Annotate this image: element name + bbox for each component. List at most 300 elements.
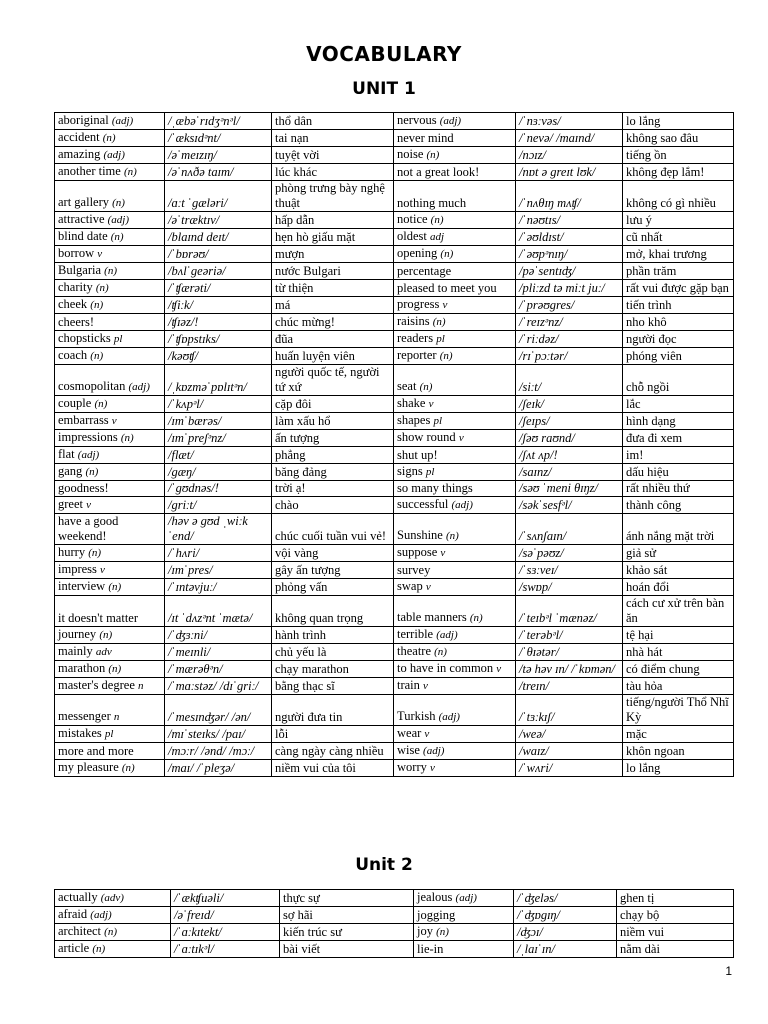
meaning-cell: phóng viên <box>623 348 734 365</box>
part-of-speech: (adj) <box>111 115 134 127</box>
word-text: charity <box>58 280 96 294</box>
word-text: mistakes <box>58 726 105 740</box>
ipa-cell: /ˈsʌnʃaɪn/ <box>516 514 623 545</box>
word-text: shut up! <box>397 448 438 462</box>
word-text: embarrass <box>58 413 112 427</box>
meaning-cell: cặp đôi <box>272 396 394 413</box>
word-cell <box>55 497 165 514</box>
ipa-cell: /ˈnəʊtɪs/ <box>516 212 623 229</box>
word-text: mainly <box>58 644 96 658</box>
part-of-speech: (n) <box>419 381 433 393</box>
word-cell <box>394 212 516 229</box>
word-cell <box>394 627 516 644</box>
meaning-cell: chủ yếu là <box>272 644 394 661</box>
word-text: master's degree <box>58 678 138 692</box>
word-text: Sunshine <box>397 528 446 542</box>
part-of-speech: pl <box>425 466 435 478</box>
word-text: reporter <box>397 348 440 362</box>
word-cell <box>394 263 516 280</box>
ipa-cell: /ɑːt ˈgæləri/ <box>165 181 272 212</box>
meaning-cell: tàu hỏa <box>623 678 734 695</box>
table-row <box>55 229 734 246</box>
unit-2-vocabulary-table <box>54 889 734 958</box>
word-text: jealous <box>417 890 456 904</box>
page-title: VOCABULARY <box>306 42 462 66</box>
ipa-cell: /griːt/ <box>165 497 272 514</box>
part-of-speech: v <box>423 680 428 692</box>
table-row <box>55 413 734 430</box>
part-of-speech: n <box>113 711 120 723</box>
meaning-cell: tiến trình <box>623 297 734 314</box>
part-of-speech: (n) <box>94 398 108 410</box>
ipa-cell: /ˈmɑːstəz/ /dɪˈgriː/ <box>165 678 272 695</box>
word-text: greet <box>58 497 87 511</box>
table-row <box>55 481 734 497</box>
part-of-speech: v <box>440 547 446 559</box>
word-text: opening <box>397 246 441 260</box>
word-text: to have in common <box>397 661 497 675</box>
word-text: lie-in <box>417 942 444 956</box>
word-cell <box>394 280 516 297</box>
word-text: impressions <box>58 430 121 444</box>
word-cell <box>55 627 165 644</box>
ipa-cell: /swɒp/ <box>516 579 623 596</box>
word-text: more and more <box>58 744 134 758</box>
word-text: jogging <box>417 908 456 922</box>
word-cell <box>55 365 165 396</box>
table-row <box>55 627 734 644</box>
ipa-cell: /ˈəʊpᵊnɪŋ/ <box>516 246 623 263</box>
ipa-cell: /ˈprəʊgres/ <box>516 297 623 314</box>
word-text: flat <box>58 447 78 461</box>
unit-1-vocabulary-table <box>54 112 734 777</box>
ipa-cell: /mɪˈsteɪks/ /paɪ/ <box>165 726 272 743</box>
table-row <box>55 743 734 760</box>
ipa-cell: /ˈhʌri/ <box>165 545 272 562</box>
meaning-cell: chạy marathon <box>272 661 394 678</box>
part-of-speech: pl <box>104 728 114 740</box>
meaning-cell: hấp dẫn <box>272 212 394 229</box>
ipa-cell: /ˈbɒrəʊ/ <box>165 246 272 263</box>
word-cell <box>55 678 165 695</box>
word-text: train <box>397 678 424 692</box>
word-text: blind date <box>58 229 111 243</box>
meaning-cell: người quốc tế, người tứ xứ <box>272 365 394 396</box>
meaning-cell: niềm vui <box>617 924 734 941</box>
part-of-speech: pl <box>436 333 445 345</box>
part-of-speech: (n) <box>108 663 122 675</box>
page-number: 1 <box>725 964 732 978</box>
part-of-speech: (adj) <box>436 629 458 641</box>
word-text: cosmopolitan <box>58 379 129 393</box>
meaning-cell: niềm vui của tôi <box>272 760 394 777</box>
part-of-speech: v <box>100 564 105 576</box>
word-text: seat <box>397 379 420 393</box>
word-cell <box>55 147 165 164</box>
meaning-cell: người đưa tin <box>272 695 394 726</box>
ipa-cell: /ˈterəbᵊl/ <box>516 627 623 644</box>
ipa-cell: /ˈkʌpᵊl/ <box>165 396 272 413</box>
ipa-cell: /tə həv ɪn/ /ˈkɒmən/ <box>516 661 623 678</box>
ipa-cell: /ʃeɪk/ <box>516 396 623 413</box>
meaning-cell: rất vui được gặp bạn <box>623 280 734 297</box>
part-of-speech: v <box>458 432 464 444</box>
word-text: marathon <box>58 661 109 675</box>
word-text: article <box>58 941 93 955</box>
word-text: journey <box>58 627 100 641</box>
word-cell <box>55 644 165 661</box>
part-of-speech: (n) <box>104 926 117 938</box>
meaning-cell: lắc <box>623 396 734 413</box>
table-row <box>55 644 734 661</box>
word-text: oldest <box>397 229 430 243</box>
ipa-cell: /ˈækʧuəli/ <box>171 890 280 907</box>
ipa-cell: /ˈʤɜːni/ <box>165 627 272 644</box>
meaning-cell: không đẹp lắm! <box>623 164 734 181</box>
part-of-speech: (n) <box>440 248 454 260</box>
word-cell <box>55 348 165 365</box>
word-text: signs <box>397 464 426 478</box>
meaning-cell: nước Bulgari <box>272 263 394 280</box>
part-of-speech: (n) <box>469 612 483 624</box>
part-of-speech: adv <box>95 646 112 658</box>
part-of-speech: (n) <box>439 350 453 362</box>
table-row <box>55 263 734 280</box>
part-of-speech: (n) <box>121 762 135 774</box>
ipa-cell: /blaɪnd deɪt/ <box>165 229 272 246</box>
table-row <box>55 545 734 562</box>
ipa-cell: /ˌæbəˈrɪdʒᵊnᵊl/ <box>165 113 272 130</box>
word-text: cheers! <box>58 315 95 329</box>
unit-2-heading: Unit 2 <box>355 855 413 875</box>
ipa-cell: /ʃʌt ʌp/! <box>516 447 623 464</box>
part-of-speech: (n) <box>85 466 99 478</box>
word-cell <box>55 726 165 743</box>
word-cell <box>394 365 516 396</box>
table-row <box>55 497 734 514</box>
meaning-cell: thổ dân <box>272 113 394 130</box>
meaning-cell: đưa đi xem <box>623 430 734 447</box>
word-text: not a great look! <box>397 165 480 179</box>
ipa-cell: /ˈnʌθɪŋ mʌʧ/ <box>516 181 623 212</box>
table-row <box>55 297 734 314</box>
meaning-cell: mượn <box>272 246 394 263</box>
table-row <box>55 661 734 678</box>
part-of-speech: (adj) <box>77 449 100 461</box>
ipa-cell: /waɪz/ <box>516 743 623 760</box>
meaning-cell: phòng trưng bày nghệ thuật <box>272 181 394 212</box>
meaning-cell: kiến trúc sư <box>280 924 414 941</box>
meaning-cell: thành công <box>623 497 734 514</box>
ipa-cell: /səˈpəʊz/ <box>516 545 623 562</box>
word-cell <box>55 890 171 907</box>
table-row <box>55 113 734 130</box>
part-of-speech: (adj) <box>455 892 477 904</box>
meaning-cell: gây ấn tượng <box>272 562 394 579</box>
word-cell <box>55 743 165 760</box>
meaning-cell: tiếng/người Thổ Nhĩ Kỳ <box>623 695 734 726</box>
ipa-cell: /ˈmeɪnli/ <box>165 644 272 661</box>
table-row <box>55 924 734 941</box>
meaning-cell: phẳng <box>272 447 394 464</box>
word-cell <box>394 413 516 430</box>
word-text: attractive <box>58 212 108 226</box>
ipa-cell: /ɪmˈpreʃᵊnz/ <box>165 430 272 447</box>
word-text: joy <box>417 924 437 938</box>
meaning-cell: nằm dài <box>617 941 734 958</box>
word-text: cheek <box>58 297 91 311</box>
meaning-cell: từ thiện <box>272 280 394 297</box>
part-of-speech: (n) <box>95 282 109 294</box>
ipa-cell: /ˈriːdəz/ <box>516 331 623 348</box>
word-cell <box>394 481 516 497</box>
word-text: suppose <box>397 545 441 559</box>
word-cell <box>55 579 165 596</box>
word-cell <box>394 348 516 365</box>
meaning-cell: phần trăm <box>623 263 734 280</box>
word-cell <box>394 760 516 777</box>
part-of-speech: v <box>442 299 448 311</box>
meaning-cell: nho khô <box>623 314 734 331</box>
word-text: interview <box>58 579 109 593</box>
ipa-cell: /ˈɪntəvjuː/ <box>165 579 272 596</box>
part-of-speech: v <box>86 499 91 511</box>
word-text: afraid <box>58 907 91 921</box>
word-text: pleased to meet you <box>397 281 497 295</box>
part-of-speech: (n) <box>430 214 444 226</box>
meaning-cell: cách cư xử trên bàn ăn <box>623 596 734 627</box>
ipa-cell: /mɔːr/ /ənd/ /mɔː/ <box>165 743 272 760</box>
meaning-cell: trời ạ! <box>272 481 394 497</box>
ipa-cell: /siːt/ <box>516 365 623 396</box>
part-of-speech: (n) <box>92 943 106 955</box>
word-cell <box>394 113 516 130</box>
word-cell <box>394 726 516 743</box>
ipa-cell: /ˈʧærəti/ <box>165 280 272 297</box>
word-text: aboriginal <box>58 113 112 127</box>
word-cell <box>55 331 165 348</box>
part-of-speech: v <box>111 415 117 427</box>
meaning-cell: không sao đâu <box>623 130 734 147</box>
word-cell <box>55 113 165 130</box>
word-cell <box>55 941 171 958</box>
word-text: terrible <box>397 627 437 641</box>
ipa-cell: /ˈreɪzᵊnz/ <box>516 314 623 331</box>
table-row <box>55 280 734 297</box>
word-cell <box>394 596 516 627</box>
word-cell <box>55 164 165 181</box>
part-of-speech: (adj) <box>107 214 130 226</box>
word-cell <box>394 229 516 246</box>
word-cell <box>55 464 165 481</box>
ipa-cell: /pəˈsentɪʤ/ <box>516 263 623 280</box>
ipa-cell: /ˈʧɒpstɪks/ <box>165 331 272 348</box>
ipa-cell: /ˈwʌri/ <box>516 760 623 777</box>
meaning-cell: mở, khai trương <box>623 246 734 263</box>
word-cell <box>394 514 516 545</box>
word-text: shake <box>397 396 429 410</box>
part-of-speech: v <box>496 663 502 675</box>
part-of-speech: (n) <box>120 432 134 444</box>
word-cell <box>55 924 171 941</box>
table-row <box>55 147 734 164</box>
meaning-cell: tai nạn <box>272 130 394 147</box>
word-text: have a good weekend! <box>58 514 119 543</box>
meaning-cell: lưu ý <box>623 212 734 229</box>
ipa-cell: /ʤɔɪ/ <box>514 924 617 941</box>
table-row <box>55 678 734 695</box>
ipa-cell: /həv ə gʊd ˌwiːkˈend/ <box>165 514 272 545</box>
table-row <box>55 430 734 447</box>
ipa-cell: /ˈsɜːveɪ/ <box>516 562 623 579</box>
ipa-cell: /nɔɪz/ <box>516 147 623 164</box>
meaning-cell: bài viết <box>280 941 414 958</box>
meaning-cell: chào <box>272 497 394 514</box>
part-of-speech: (n) <box>90 299 104 311</box>
word-cell <box>55 413 165 430</box>
meaning-cell: thực sự <box>280 890 414 907</box>
word-cell <box>394 695 516 726</box>
word-text: so many things <box>397 481 473 495</box>
ipa-cell: /ˈgʊdnəs/! <box>165 481 272 497</box>
word-cell <box>394 130 516 147</box>
part-of-speech: (adj) <box>90 909 112 921</box>
word-cell <box>55 212 165 229</box>
part-of-speech: adj <box>429 231 445 243</box>
meaning-cell: không quan trọng <box>272 596 394 627</box>
meaning-cell: bằng thạc sĩ <box>272 678 394 695</box>
part-of-speech: (n) <box>99 629 113 641</box>
word-cell <box>55 760 165 777</box>
part-of-speech: (adv) <box>100 892 124 904</box>
word-text: show round <box>397 430 459 444</box>
word-cell <box>394 678 516 695</box>
table-row <box>55 464 734 481</box>
ipa-cell: /ˌkɒzməˈpɒlɪtᵊn/ <box>165 365 272 396</box>
ipa-cell: /səkˈsesfᵊl/ <box>516 497 623 514</box>
meaning-cell: có điểm chung <box>623 661 734 678</box>
table-row <box>55 348 734 365</box>
word-cell <box>55 596 165 627</box>
ipa-cell: /ˈɑːkɪtekt/ <box>171 924 280 941</box>
word-cell <box>394 147 516 164</box>
word-cell <box>394 562 516 579</box>
part-of-speech: (n) <box>88 547 102 559</box>
unit-2-table-body <box>55 890 734 958</box>
ipa-cell: /ɪt ˈdʌzᵊnt ˈmætə/ <box>165 596 272 627</box>
ipa-cell: /treɪn/ <box>516 678 623 695</box>
meaning-cell: hành trình <box>272 627 394 644</box>
table-row <box>55 447 734 464</box>
word-cell <box>394 246 516 263</box>
word-text: couple <box>58 396 95 410</box>
ipa-cell: /ˈθɪətər/ <box>516 644 623 661</box>
meaning-cell: hình dạng <box>623 413 734 430</box>
part-of-speech: (adj) <box>423 745 445 757</box>
word-text: gang <box>58 464 86 478</box>
word-text: wear <box>397 726 425 740</box>
word-cell <box>55 181 165 212</box>
table-row <box>55 164 734 181</box>
meaning-cell: mặc <box>623 726 734 743</box>
meaning-cell: người đọc <box>623 331 734 348</box>
word-text: coach <box>58 348 91 362</box>
part-of-speech: (adj) <box>103 149 125 161</box>
meaning-cell: tệ hại <box>623 627 734 644</box>
ipa-cell: /əˈmeɪzɪŋ/ <box>165 147 272 164</box>
meaning-cell: làm xấu hổ <box>272 413 394 430</box>
part-of-speech: (n) <box>110 231 124 243</box>
ipa-cell: /ˈæksɪdᵊnt/ <box>165 130 272 147</box>
table-row <box>55 130 734 147</box>
ipa-cell: /əˈnʌðə taɪm/ <box>165 164 272 181</box>
part-of-speech: (n) <box>104 265 117 277</box>
meaning-cell: lo lắng <box>623 760 734 777</box>
word-text: wise <box>397 743 424 757</box>
part-of-speech: v <box>424 728 430 740</box>
meaning-cell: chỗ ngồi <box>623 365 734 396</box>
word-cell <box>394 464 516 481</box>
part-of-speech: (n) <box>108 581 122 593</box>
word-text: goodness! <box>58 481 109 495</box>
word-text: actually <box>58 890 101 904</box>
meaning-cell: ấn tượng <box>272 430 394 447</box>
ipa-cell: /ˈmesɪnʤər/ /ən/ <box>165 695 272 726</box>
word-cell <box>55 430 165 447</box>
meaning-cell: giả sử <box>623 545 734 562</box>
table-row <box>55 695 734 726</box>
word-text: hurry <box>58 545 89 559</box>
table-row <box>55 246 734 263</box>
meaning-cell: lỗi <box>272 726 394 743</box>
word-text: noise <box>397 147 427 161</box>
word-cell <box>55 447 165 464</box>
word-text: Bulgaria <box>58 263 105 277</box>
word-text: raisins <box>397 314 433 328</box>
meaning-cell: nhà hát <box>623 644 734 661</box>
word-text: chopsticks <box>58 331 114 345</box>
ipa-cell: /ʃəʊ raʊnd/ <box>516 430 623 447</box>
table-row <box>55 941 734 958</box>
table-row <box>55 314 734 331</box>
word-cell <box>394 743 516 760</box>
table-row <box>55 331 734 348</box>
meaning-cell: tuyệt vời <box>272 147 394 164</box>
word-cell <box>55 297 165 314</box>
word-cell <box>394 314 516 331</box>
ipa-cell: /ˈnevə/ /maɪnd/ <box>516 130 623 147</box>
word-text: my pleasure <box>58 760 122 774</box>
word-cell <box>394 545 516 562</box>
word-cell <box>55 280 165 297</box>
ipa-cell: /ˌlaɪˈɪn/ <box>514 941 617 958</box>
ipa-cell: /səʊ ˈmeni θɪŋz/ <box>516 481 623 497</box>
part-of-speech: (n) <box>112 197 125 209</box>
part-of-speech: (n) <box>432 316 446 328</box>
table-row <box>55 890 734 907</box>
meaning-cell: tiếng ồn <box>623 147 734 164</box>
word-cell <box>394 497 516 514</box>
meaning-cell: phỏng vấn <box>272 579 394 596</box>
table-row <box>55 726 734 743</box>
meaning-cell: huấn luyện viên <box>272 348 394 365</box>
word-cell <box>394 447 516 464</box>
word-text: art gallery <box>58 195 113 209</box>
ipa-cell: /ˈʤɒgɪŋ/ <box>514 907 617 924</box>
word-text: accident <box>58 130 103 144</box>
part-of-speech: (adj) <box>451 499 473 511</box>
word-text: theatre <box>397 644 435 658</box>
